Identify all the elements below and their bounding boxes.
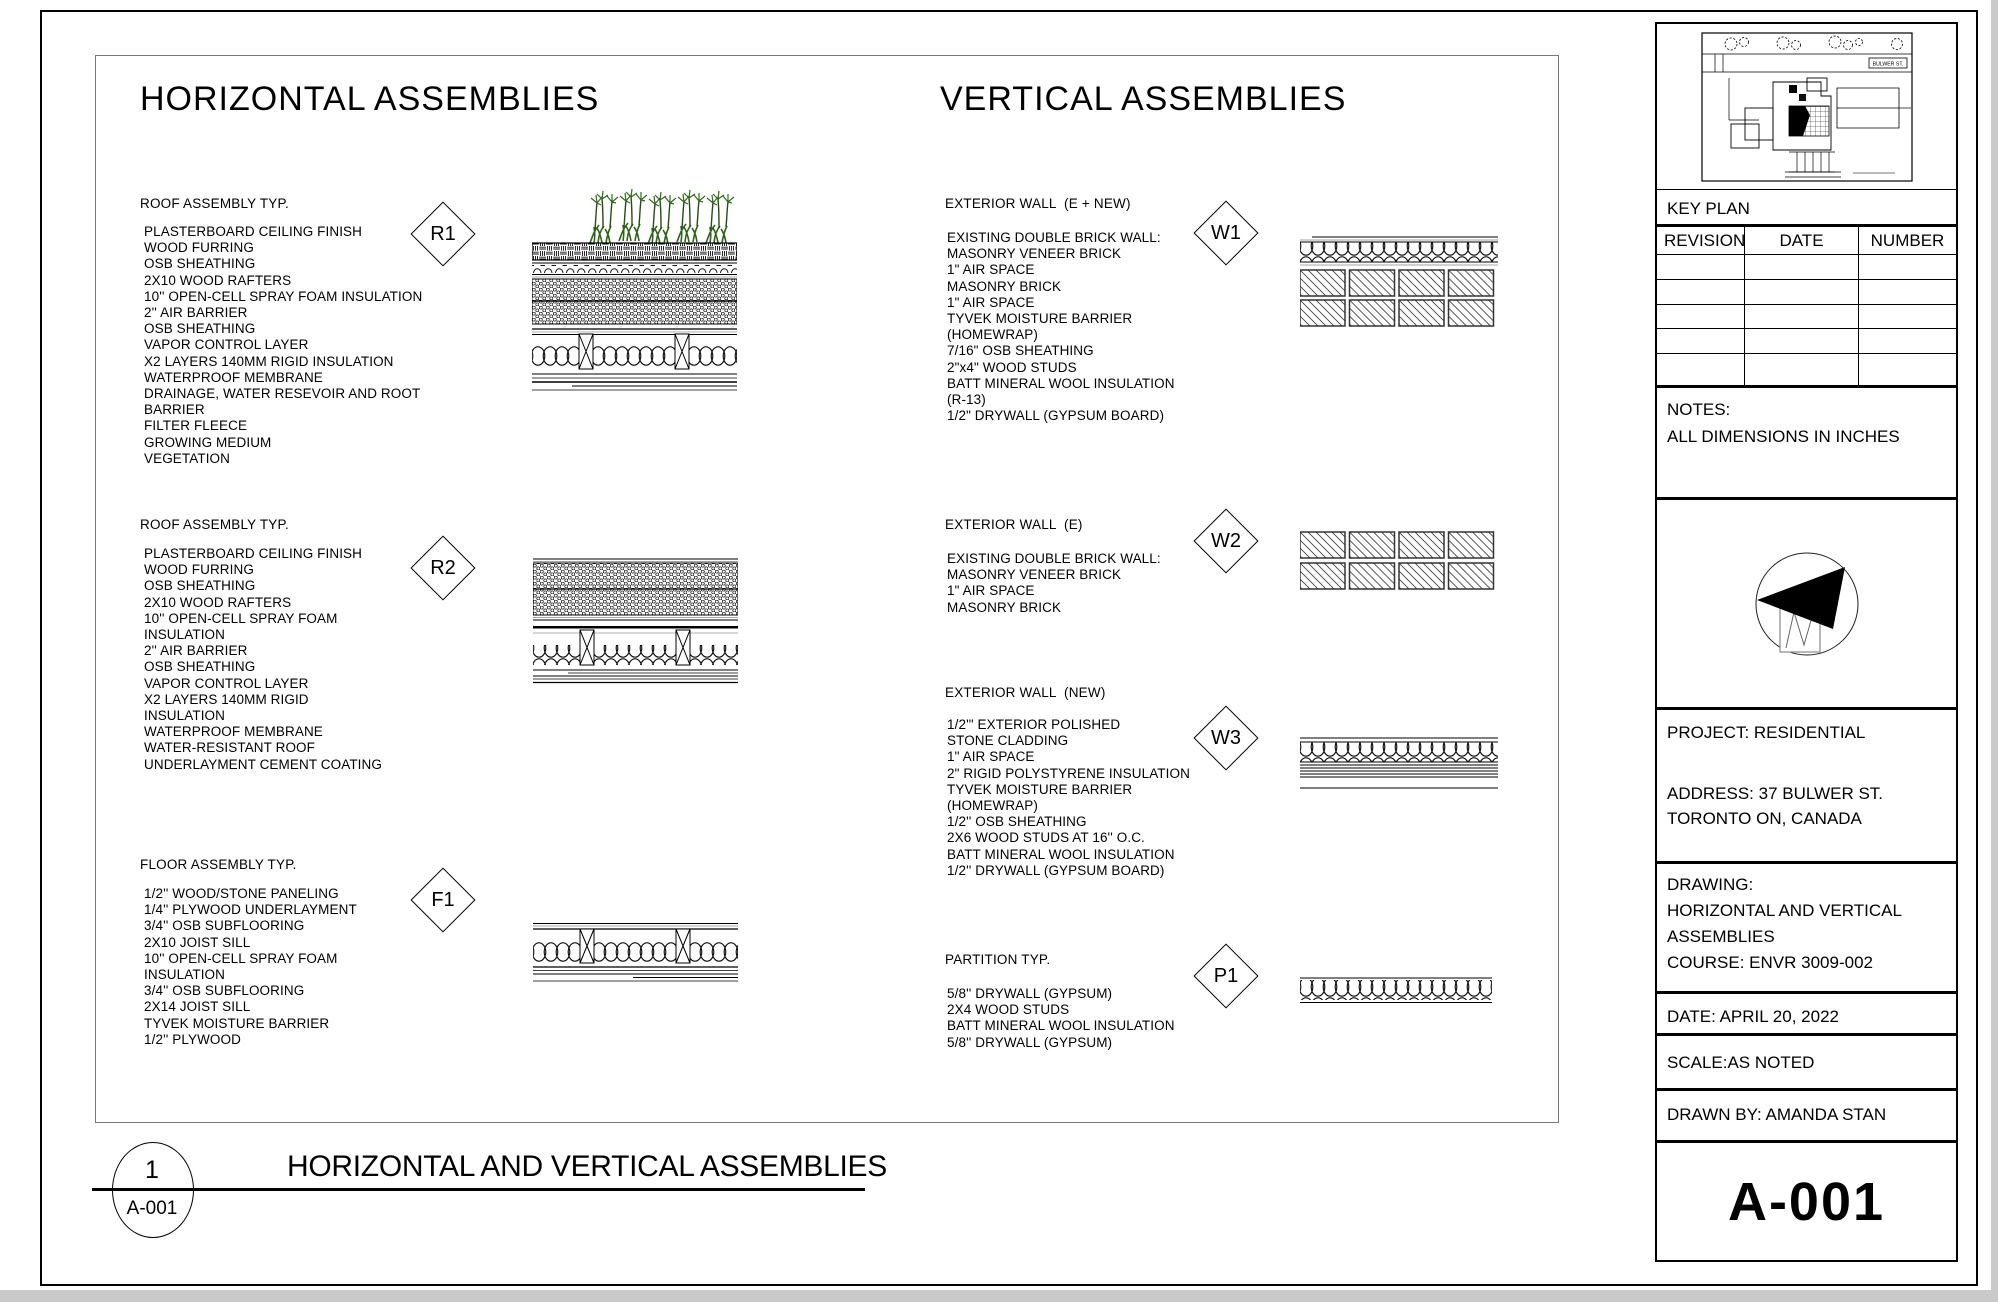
- assembly-layer: 10'' OPEN-CELL SPRAY FOAM: [144, 610, 338, 626]
- assembly-layer: MASONRY VENEER BRICK: [947, 246, 1122, 262]
- assembly-layer: MASONRY VENEER BRICK: [947, 567, 1122, 583]
- w1-layer-list: [947, 230, 1175, 424]
- r1-section-drawing: [532, 186, 737, 392]
- assembly-layer: 2X10 WOOD RAFTERS: [144, 272, 292, 288]
- assembly-layer: INSULATION: [144, 967, 226, 983]
- assembly-layer: 2'' AIR BARRIER: [144, 643, 248, 659]
- revision-cell: [1657, 305, 1745, 329]
- revision-cell: [1745, 305, 1859, 329]
- revision-cell: [1745, 354, 1859, 385]
- assembly-layer: 1/2" DRYWALL (GYPSUM BOARD): [947, 408, 1165, 424]
- r2-title: ROOF ASSEMBLY TYP.: [140, 517, 289, 532]
- assembly-layer: UNDERLAYMENT CEMENT COATING: [144, 756, 382, 772]
- assembly-layer: TYVEK MOISTURE BARRIER: [144, 1015, 330, 1031]
- w3-title: EXTERIOR WALL (NEW): [945, 685, 1106, 700]
- detail-title-underline: [92, 1188, 865, 1191]
- assembly-layer: 1/4'' PLYWOOD UNDERLAYMENT: [144, 902, 357, 918]
- assembly-layer: (HOMEWRAP): [947, 327, 1038, 343]
- revision-header-revision: REVISION: [1657, 227, 1745, 255]
- assembly-layer: PLASTERBOARD CEILING FINISH: [144, 224, 362, 239]
- revision-cell: [1859, 354, 1956, 385]
- assembly-layer: 2X14 JOIST SILL: [144, 999, 251, 1015]
- page-edge-bottom: [0, 1290, 1998, 1302]
- f1-section-drawing: [533, 922, 738, 984]
- assembly-layer: MASONRY BRICK: [947, 278, 1062, 294]
- w1-section-drawing: [1300, 236, 1498, 331]
- assembly-layer: OSB SHEATHING: [144, 659, 256, 675]
- assembly-layer: X2 LAYERS 140MM RIGID INSULATION: [144, 353, 394, 369]
- w2-detail-tag: W2: [1193, 508, 1258, 573]
- assembly-layer: 2X4 WOOD STUDS: [947, 1002, 1070, 1018]
- assembly-layer: INSULATION: [144, 627, 226, 643]
- assembly-layer: WOOD FURRING: [144, 240, 254, 256]
- drawing-info-panel: [1657, 864, 1956, 994]
- page-edge-right: [1991, 0, 1998, 1302]
- revision-cell: [1657, 329, 1745, 354]
- drawing-title: HORIZONTAL AND VERTICAL ASSEMBLIES: [1667, 901, 1902, 946]
- assembly-layer: 1/2'' WOOD/STONE PANELING: [144, 886, 339, 901]
- assembly-layer: VEGETATION: [144, 450, 231, 466]
- assembly-layer: WATERPROOF MEMBRANE: [144, 724, 323, 740]
- p1-layer-list: [947, 986, 1175, 1051]
- w2-layer-list: [947, 551, 1161, 616]
- assembly-layer: OSB SHEATHING: [144, 256, 256, 272]
- r1-layer-list: [144, 224, 422, 467]
- notes-body: ALL DIMENSIONS IN INCHES: [1667, 427, 1900, 446]
- assembly-layer: (R-13): [947, 392, 986, 408]
- revision-cell: [1657, 255, 1745, 280]
- revision-header-date: DATE: [1745, 227, 1859, 255]
- horizontal-assemblies-header: HORIZONTAL ASSEMBLIES: [140, 80, 600, 118]
- vertical-assemblies-header: VERTICAL ASSEMBLIES: [940, 80, 1347, 118]
- assembly-layer: 1/2'' DRYWALL (GYPSUM BOARD): [947, 862, 1165, 878]
- w3-section-drawing: [1300, 737, 1498, 795]
- assembly-layer: WATERPROOF MEMBRANE: [144, 369, 323, 385]
- w3-layer-list: [947, 717, 1190, 879]
- assembly-layer: 1/2'' PLYWOOD: [144, 1031, 241, 1047]
- assembly-layer: BATT MINERAL WOOL INSULATION: [947, 846, 1175, 862]
- revision-cell: [1859, 280, 1956, 305]
- w2-title: EXTERIOR WALL (E): [945, 517, 1083, 532]
- key-plan-panel: [1657, 24, 1956, 190]
- assembly-layer: EXISTING DOUBLE BRICK WALL:: [947, 551, 1161, 566]
- revision-cell: [1859, 255, 1956, 280]
- detail-title: HORIZONTAL AND VERTICAL ASSEMBLIES: [287, 1150, 887, 1183]
- project-panel: [1657, 710, 1956, 864]
- assembly-layer: 1" AIR SPACE: [947, 749, 1035, 765]
- f1-title: FLOOR ASSEMBLY TYP.: [140, 857, 297, 872]
- assembly-layer: 5/8'' DRYWALL (GYPSUM): [947, 1034, 1113, 1050]
- assembly-layer: 1" AIR SPACE: [947, 294, 1035, 310]
- assembly-layer: MASONRY BRICK: [947, 599, 1062, 615]
- drawn-by-row: DRAWN BY: AMANDA STAN: [1657, 1091, 1956, 1143]
- r2-layer-list: [144, 546, 382, 773]
- key-plan-drawing: [1701, 32, 1913, 182]
- assembly-layer: 2X10 JOIST SILL: [144, 934, 251, 950]
- assembly-layer: BARRIER: [144, 402, 205, 418]
- assembly-layer: 1/2'" EXTERIOR POLISHED: [947, 717, 1121, 732]
- w1-detail-tag: W1: [1193, 200, 1258, 265]
- assembly-layer: INSULATION: [144, 708, 226, 724]
- assembly-layer: STONE CLADDING: [947, 733, 1069, 749]
- revision-cell: [1745, 280, 1859, 305]
- revision-cell: [1859, 329, 1956, 354]
- assembly-layer: TYVEK MOISTURE BARRIER: [947, 781, 1133, 797]
- assembly-layer: 3/4'' OSB SUBFLOORING: [144, 918, 305, 934]
- notes-panel: [1657, 388, 1956, 500]
- date-row: DATE: APRIL 20, 2022: [1657, 994, 1956, 1036]
- north-arrow-panel: [1657, 500, 1956, 710]
- notes-label: NOTES:: [1667, 400, 1731, 419]
- assembly-layer: WOOD FURRING: [144, 562, 254, 578]
- assembly-layer: 2" RIGID POLYSTYRENE INSULATION: [947, 765, 1190, 781]
- p1-title: PARTITION TYP.: [945, 952, 1051, 967]
- r1-detail-tag: R1: [410, 201, 475, 266]
- assembly-layer: 10'' OPEN-CELL SPRAY FOAM INSULATION: [144, 288, 423, 304]
- drawing-course: COURSE: ENVR 3009-002: [1667, 953, 1873, 972]
- r1-title: ROOF ASSEMBLY TYP.: [140, 196, 289, 211]
- revision-header-number: NUMBER: [1859, 227, 1956, 255]
- scale-row: SCALE:AS NOTED: [1657, 1036, 1956, 1091]
- r2-detail-tag: R2: [410, 535, 475, 600]
- assembly-layer: 7/16" OSB SHEATHING: [947, 343, 1094, 359]
- assembly-layer: FILTER FLEECE: [144, 418, 248, 434]
- f1-layer-list: [144, 886, 357, 1048]
- assembly-layer: BATT MINERAL WOOL INSULATION: [947, 375, 1175, 391]
- assembly-layer: DRAINAGE, WATER RESEVOIR AND ROOT: [144, 386, 421, 402]
- assembly-layer: 2X10 WOOD RAFTERS: [144, 594, 292, 610]
- revision-cell: [1745, 255, 1859, 280]
- detail-sheet-ref: A-001: [126, 1198, 178, 1219]
- assembly-layer: GROWING MEDIUM: [144, 434, 272, 450]
- assembly-layer: (HOMEWRAP): [947, 798, 1038, 814]
- p1-detail-tag: P1: [1193, 943, 1258, 1008]
- p1-section-drawing: [1300, 977, 1492, 1004]
- r2-section-drawing: [533, 558, 738, 686]
- assembly-layer: 1" AIR SPACE: [947, 262, 1035, 278]
- assembly-layer: OSB SHEATHING: [144, 578, 256, 594]
- w3-detail-tag: W3: [1193, 705, 1258, 770]
- drawing-label: DRAWING:: [1667, 875, 1754, 894]
- sheet-number: A-001: [1727, 1171, 1886, 1232]
- project-address: ADDRESS: 37 BULWER ST. TORONTO ON, CANADA: [1667, 784, 1884, 828]
- key-plan-street-label: BULWER ST.: [1872, 61, 1904, 68]
- assembly-layer: TYVEK MOISTURE BARRIER: [947, 311, 1133, 327]
- revision-table: [1657, 227, 1956, 388]
- assembly-layer: VAPOR CONTROL LAYER: [144, 337, 309, 353]
- assembly-layer: BATT MINERAL WOOL INSULATION: [947, 1018, 1175, 1034]
- assembly-layer: 2'' AIR BARRIER: [144, 305, 248, 321]
- assembly-layer: 5/8'' DRYWALL (GYPSUM): [947, 986, 1113, 1001]
- assembly-layer: 3/4'' OSB SUBFLOORING: [144, 983, 305, 999]
- key-plan-label: KEY PLAN: [1657, 190, 1956, 227]
- assembly-layer: PLASTERBOARD CEILING FINISH: [144, 546, 362, 561]
- title-block: [1655, 22, 1958, 1262]
- assembly-layer: OSB SHEATHING: [144, 321, 256, 337]
- assembly-layer: EXISTING DOUBLE BRICK WALL:: [947, 230, 1161, 245]
- assembly-layer: VAPOR CONTROL LAYER: [144, 675, 309, 691]
- detail-number: 1: [145, 1156, 159, 1184]
- w1-title: EXTERIOR WALL (E + NEW): [945, 196, 1131, 211]
- w2-section-drawing: [1300, 531, 1498, 593]
- assembly-layer: 10'' OPEN-CELL SPRAY FOAM: [144, 950, 338, 966]
- f1-detail-tag: F1: [410, 867, 475, 932]
- assembly-layer: 2X6 WOOD STUDS AT 16'' O.C.: [947, 830, 1145, 846]
- revision-cell: [1859, 305, 1956, 329]
- assembly-layer: 1" AIR SPACE: [947, 583, 1035, 599]
- assembly-layer: 2"x4" WOOD STUDS: [947, 359, 1077, 375]
- project-name: PROJECT: RESIDENTIAL: [1667, 723, 1866, 742]
- revision-cell: [1657, 354, 1745, 385]
- assembly-layer: 1/2'' OSB SHEATHING: [947, 814, 1087, 830]
- assembly-layer: X2 LAYERS 140MM RIGID: [144, 691, 309, 707]
- north-arrow-icon: [1747, 544, 1867, 664]
- revision-cell: [1745, 329, 1859, 354]
- assembly-layer: WATER-RESISTANT ROOF: [144, 740, 316, 756]
- revision-cell: [1657, 280, 1745, 305]
